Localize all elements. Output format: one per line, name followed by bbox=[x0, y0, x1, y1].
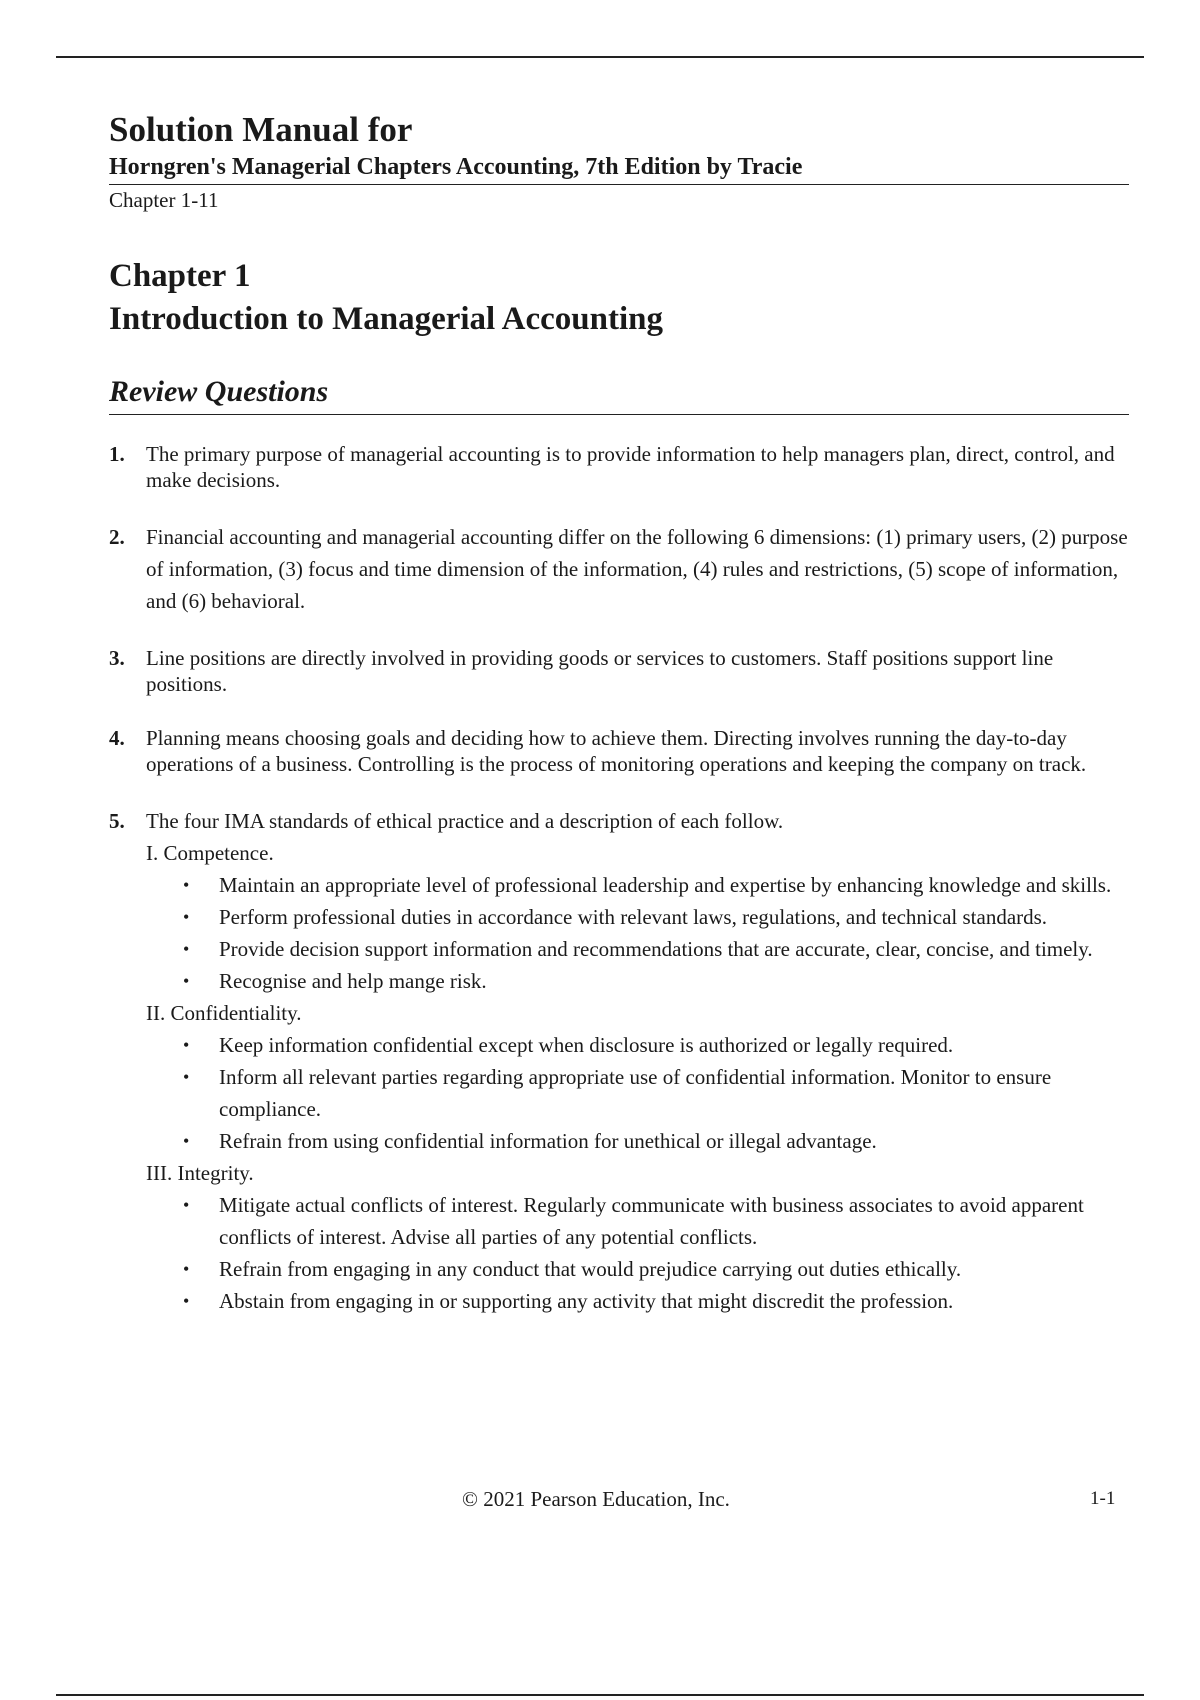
bullet-text: Refrain from engaging in any conduct that would prejudice carrying out duties ethically. bbox=[219, 1257, 962, 1281]
question-text: Financial accounting and managerial accounting differ on the following 6 dimensions: (1) primary users, (2) purpose of information, (3) focus and time dimension of the information, (4) rules and restrictions, (5) scope of information, and (6) behavioral. bbox=[146, 525, 1128, 613]
question-number: 4. bbox=[109, 726, 125, 750]
question-number: 2. bbox=[109, 525, 125, 549]
bullet-item bbox=[146, 1029, 1129, 1061]
standard-integrity-label: III. Integrity. bbox=[146, 1161, 254, 1185]
question-text: The four IMA standards of ethical practice and a description of each follow. bbox=[146, 809, 784, 833]
chapter-range: Chapter 1-11 bbox=[109, 188, 219, 212]
question-text: Line positions are directly involved in providing goods or services to customers. Staff positions support line positions. bbox=[146, 646, 1054, 696]
bullet-text: Inform all relevant parties regarding appropriate use of confidential information. Monitor to ensure compliance. bbox=[219, 1065, 1052, 1121]
bullet-item bbox=[146, 965, 1129, 997]
question-text: Planning means choosing goals and deciding how to achieve them. Directing involves running the day-to-day operations of a business. Controlling is the process of monitoring operations and keeping the company on track. bbox=[146, 726, 1087, 776]
integrity-bullets bbox=[146, 1189, 1129, 1317]
bullet-item bbox=[146, 1125, 1129, 1157]
page-content bbox=[109, 108, 1129, 1317]
document-subtitle: Horngren's Managerial Chapters Accounting, 7th Edition by Tracie bbox=[109, 152, 1129, 185]
bullet-item bbox=[146, 1189, 1129, 1253]
chapter-title: Introduction to Managerial Accounting bbox=[109, 301, 663, 337]
bullet-text: Maintain an appropriate level of professional leadership and expertise by enhancing knowledge and skills. bbox=[219, 873, 1112, 897]
bullet-item bbox=[146, 933, 1129, 965]
competence-bullets bbox=[146, 869, 1129, 997]
bullet-item bbox=[146, 1061, 1129, 1125]
bullet-icon: • bbox=[183, 1131, 190, 1151]
bullet-icon: • bbox=[183, 875, 190, 895]
question-number: 5. bbox=[109, 809, 125, 833]
question-number: 3. bbox=[109, 646, 125, 670]
question-1 bbox=[109, 441, 1129, 493]
top-rule bbox=[56, 56, 1144, 58]
bullet-icon: • bbox=[183, 939, 190, 959]
standard-confidentiality-label: II. Confidentiality. bbox=[146, 1001, 302, 1025]
chapter-number: Chapter 1 bbox=[109, 258, 251, 294]
question-text: The primary purpose of managerial accounting is to provide information to help managers plan, direct, control, and make decisions. bbox=[146, 442, 1115, 492]
bullet-text: Provide decision support information and recommendations that are accurate, clear, concise, and timely. bbox=[219, 937, 1093, 961]
bullet-text: Refrain from using confidential information for unethical or illegal advantage. bbox=[219, 1129, 877, 1153]
question-3 bbox=[109, 645, 1129, 697]
bullet-text: Perform professional duties in accordance with relevant laws, regulations, and technical standards. bbox=[219, 905, 1048, 929]
standard-competence-label: I. Competence. bbox=[146, 841, 274, 865]
bullet-icon: • bbox=[183, 907, 190, 927]
document-title: Solution Manual for bbox=[109, 110, 413, 149]
bullet-icon: • bbox=[183, 1067, 190, 1087]
question-5 bbox=[109, 805, 1129, 1317]
bullet-text: Recognise and help mange risk. bbox=[219, 969, 487, 993]
confidentiality-bullets bbox=[146, 1029, 1129, 1157]
bullet-icon: • bbox=[183, 1035, 190, 1055]
bullet-text: Abstain from engaging in or supporting any activity that might discredit the profession. bbox=[219, 1289, 954, 1313]
bullet-icon: • bbox=[183, 1195, 190, 1215]
bullet-item bbox=[146, 901, 1129, 933]
bottom-rule bbox=[56, 1694, 1144, 1696]
bullet-item bbox=[146, 869, 1129, 901]
page-number: 1-1 bbox=[1090, 1488, 1116, 1509]
bullet-item bbox=[146, 1253, 1129, 1285]
question-4 bbox=[109, 725, 1129, 777]
bullet-item bbox=[146, 1285, 1129, 1317]
bullet-icon: • bbox=[183, 1259, 190, 1279]
bullet-icon: • bbox=[183, 1291, 190, 1311]
question-2 bbox=[109, 521, 1129, 617]
section-heading: Review Questions bbox=[109, 373, 1129, 415]
copyright-notice: © 2021 Pearson Education, Inc. bbox=[462, 1487, 730, 1511]
question-number: 1. bbox=[109, 442, 125, 466]
bullet-icon: • bbox=[183, 971, 190, 991]
chapter-heading bbox=[109, 255, 1129, 341]
bullet-text: Keep information confidential except when disclosure is authorized or legally required. bbox=[219, 1033, 954, 1057]
review-questions-list bbox=[109, 441, 1129, 1317]
bullet-text: Mitigate actual conflicts of interest. Regularly communicate with business associates to avoid apparent conflicts of interest. Advise all parties of any potential conflicts. bbox=[219, 1193, 1084, 1249]
